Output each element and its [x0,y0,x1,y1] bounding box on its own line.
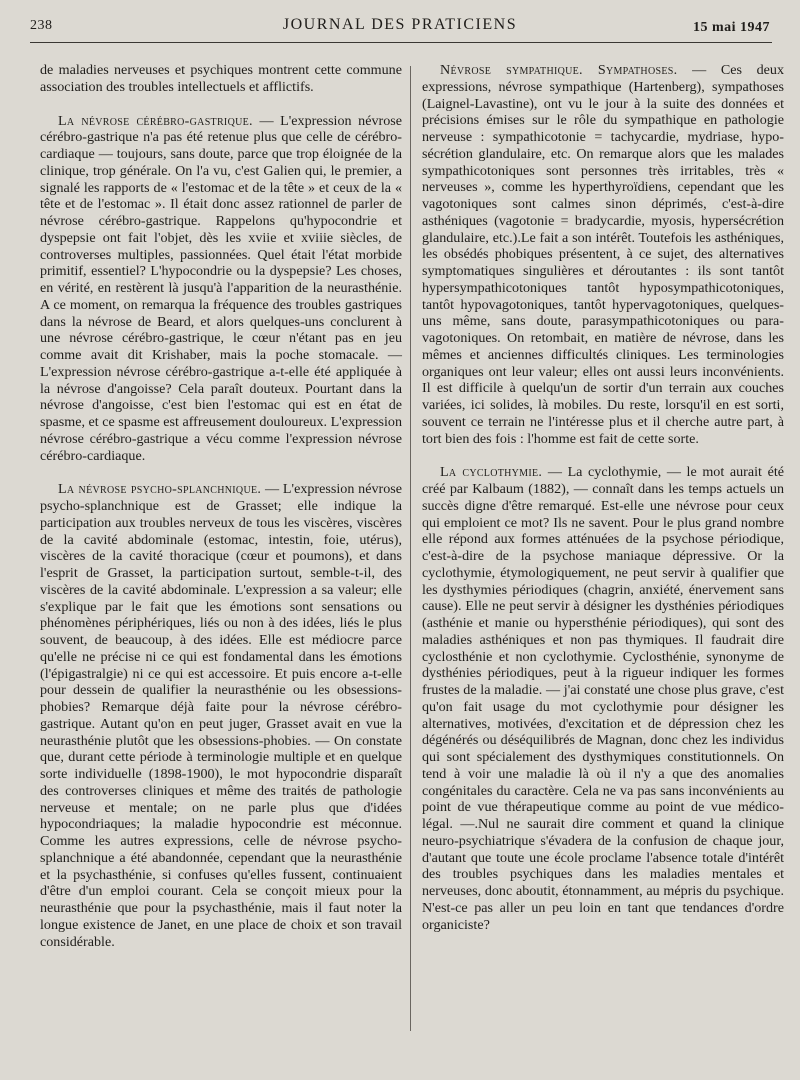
header-rule [30,42,772,43]
left-column [40,62,402,950]
paragraph-text: — Ces deux expressions, névrose sympathique (Hartenberg), sympathoses (Laignel-Lavastine), ont vu le jour à la suite des données et précisions émises sur le rôle du sympathique en pathologie nerveuse : sympathicotonie = tachycardie, mydriase, hyposécrétion glandulaire, etc. On remarque alors que les malades sympathicotoniques sont personnes très irritables, très « nerveuses », comme les hyperthyroïdiens, cependant que les vagotoniques sont calmes sinon déprimés, c'est-à-dire asthéniques (vagotonie = bradycardie, myosis, hypersécrétion glandulaire, etc.).Le fait a son intérêt. Toutefois les asthéniques, les obsédés phobiques présentent, à ce sujet, des alternatives symptomatiques singulières et déroutantes : ils sont tantôt hypersympathicotoniques tantôt hyposympathicotoniques, tantôt hypovagotoniques, tantôt hypervagotoniques, quelques-uns même, sans doute, parasympathicotoniques ou paravagotoniques. On retombait, en matière de névrose, dans les mêmes et anciennes difficultés cliniques. Les terminologies organiques ont leur valeur; elles ont aussi leurs inconvénients. Il est difficile à quelqu'un de sortir d'un terrain aux couches variées, ici solides, là mobiles. Du reste, lorsqu'il en est sorti, souvent ce terrain ne l'intéresse plus et il cherche autre part, à tort bien des fois : l'homme est fait de cette sorte. [422,62,784,447]
column-divider [410,66,411,1031]
section-heading: La névrose cérébro-gastrique. [58,112,253,129]
running-header [30,14,770,40]
right-column [422,62,784,933]
paragraph-intro: de maladies nerveuses et psychiques montrent cette commune association des troubles intellectuels et afflictifs. [40,62,402,95]
issue-date: 15 mai 1947 [692,20,770,35]
paragraph-cyclothymie [422,464,784,933]
paragraph-nevrose-cerebro-gastrique [40,113,402,465]
paragraph-nevrose-psycho-splanchnique [40,481,402,950]
paragraph-text: — La cyclothymie, — le mot aurait été créé par Kalbaum (1882), — connaît dans les temps actuels un succès digne d'être remarqué. Est-elle une névrose pour ceux qui emploient ce mot? Ils ne savent. Pour le plus grand nombre elle répond aux formes atténuées de la psychose périodique, c'est-à-dire de la psychose maniaque dépressive. Or la cyclothymie, étymologiquement, ne peut servir à qualifier que les dysthymies périodiques (chagrin, anxiété, énervement sans cause). Elle ne peut servir à désigner les dysthénies périodiques (asthénie et manie ou hypersthénie périodiques), qui sont des maladies asthéniques et non pas thymiques. Il faudrait dire cyclosthénie et non cyclothymie. Cyclosthénie, synonyme de dysthénies périodiques, peut à la rigueur indiquer les formes frustes de la maladie. — j'ai constaté une chose plus grave, c'est qu'on fait usage du mot cyclothymie pour désigner les alternatives, motivées, d'excitation et de dépression chez les dégénérés ou déséquilibrés de Magnan, donc chez les individus qui sont spécialement des dysthymiques constitutionnels. On tend à voir une maladie là où il n'y a que des anomalies congénitales du caractère. Cela ne va pas sans inconvénients au point de vue thérapeutique comme au point de vue médico-légal. —.Nul ne saurait dire comment et quand la clinique neuro-psychiatrique s'évadera de la confusion de chaque jour, d'autant que toute une école proclame l'absence totale d'intérêt des troubles psychiques dans les maladies mentales et nerveuses, donc aboutit, étonnamment, au mépris du psychique. N'est-ce pas aller un peu loin en tant que tendances d'ordre organiciste? [422,464,784,933]
section-heading: La cyclothymie. [440,464,543,481]
paragraph-text: — L'expression névrose cérébro-gastrique n'a pas été retenue plus que celle de cérébro-cardiaque — toujours, sans doute, parce que trop éloignée de la clinique, trop générale. On l'a vu, c'est Galien qui, le premier, a signalé les rapports de « l'estomac et de la tête » et ceux de la « tête et de l'estomac ». Il était donc assez rationnel de parler de névrose cérébro-gastrique. Rappelons qu'hypocondrie et dyspepsie ont fait l'objet, dès les xviie et xviiie siècles, de controverses multiples, passionnées. Quel était l'état morbide primitif, essentiel? L'hypocondrie ou la dyspepsie? Les choses, en vérité, en restèrent là jusqu'à l'apparition de la neurasthénie. A ce moment, on remarqua la fréquence des troubles gastriques dans la névrose de Beard, et alors quelques-uns conclurent à une névrose cérébro-gastrique, le cœur n'étant pas en jeu comme avait dit Krishaber, mais la poche stomacale. — L'expression névrose cérébro-gastrique a-t-elle été appliquée à la névrose d'angoisse? Cela paraît douteux. Pourtant dans la névrose d'angoisse, c'est bien l'estomac qui est en état de spasme, et ce spasme est affreusement douloureux. L'expression névrose cérébro-gastrique a vécu comme l'expression névrose cérébro-cardiaque. [40,112,402,464]
section-heading: La névrose psycho-splanchnique. [58,481,262,498]
journal-title: JOURNAL DES PRATICIENS [282,16,518,33]
page-number: 238 [30,18,53,33]
paragraph-nevrose-sympathique [422,62,784,447]
paragraph-text: — L'expression névrose psycho-splanchnique est de Grasset; elle indique la participation aux troubles nerveux de tous les viscères, viscères de la cavité abdominale (estomac, intestin, foie, utérus), viscères de la cavité thoracique (cœur et poumons), et dans l'esprit de Grasset, la participation surtout, semble-t-il, des viscères de la cavité abdominale. L'expression a sa valeur; elle s'explique par le fait que les émotions sont sensations ou phénomènes périphériques, liés ou non à des idées, liés le plus souvent, de beaucoup, à des idées. Elle est médiocre parce qu'elle ne précise ni ce qui est fondamental dans les émotions (l'épigastralgie) ni ce qui est accessoire. Et puis encore a-t-elle pour dessein de qualifier la neurasthénie ou les obsessions-phobies? Remarque déjà faite pour la névrose cérébro-gastrique. Autant qu'on en peut juger, Grasset avait en vue la neurasthénie plutôt que les obsessions-phobies. — On constate que, durant cette période à terminologie multiple et en quelque sorte individuelle (1898-1900), le mot hypocondrie disparaît des controverses cliniques et même des traités de pathologie nerveuse et mentale; on ne parle plus que d'idées hypocondriaques; la maladie hypocondrie est méconnue. Comme les autres expressions, celle de névrose psycho-splanchnique a été abandonnée, cependant que la neurasthénie et la psychasthénie, si confuses qu'elles fussent, continuaient d'être d'un emploi courant. Cela se conçoit mieux pour la neurasthénie que pour la psychasthénie, mais il faut noter la longue existence de Janet, en une place de choix et son travail considérable. [40,481,403,950]
section-heading: Névrose sympathique. Sympathoses. [440,62,678,78]
